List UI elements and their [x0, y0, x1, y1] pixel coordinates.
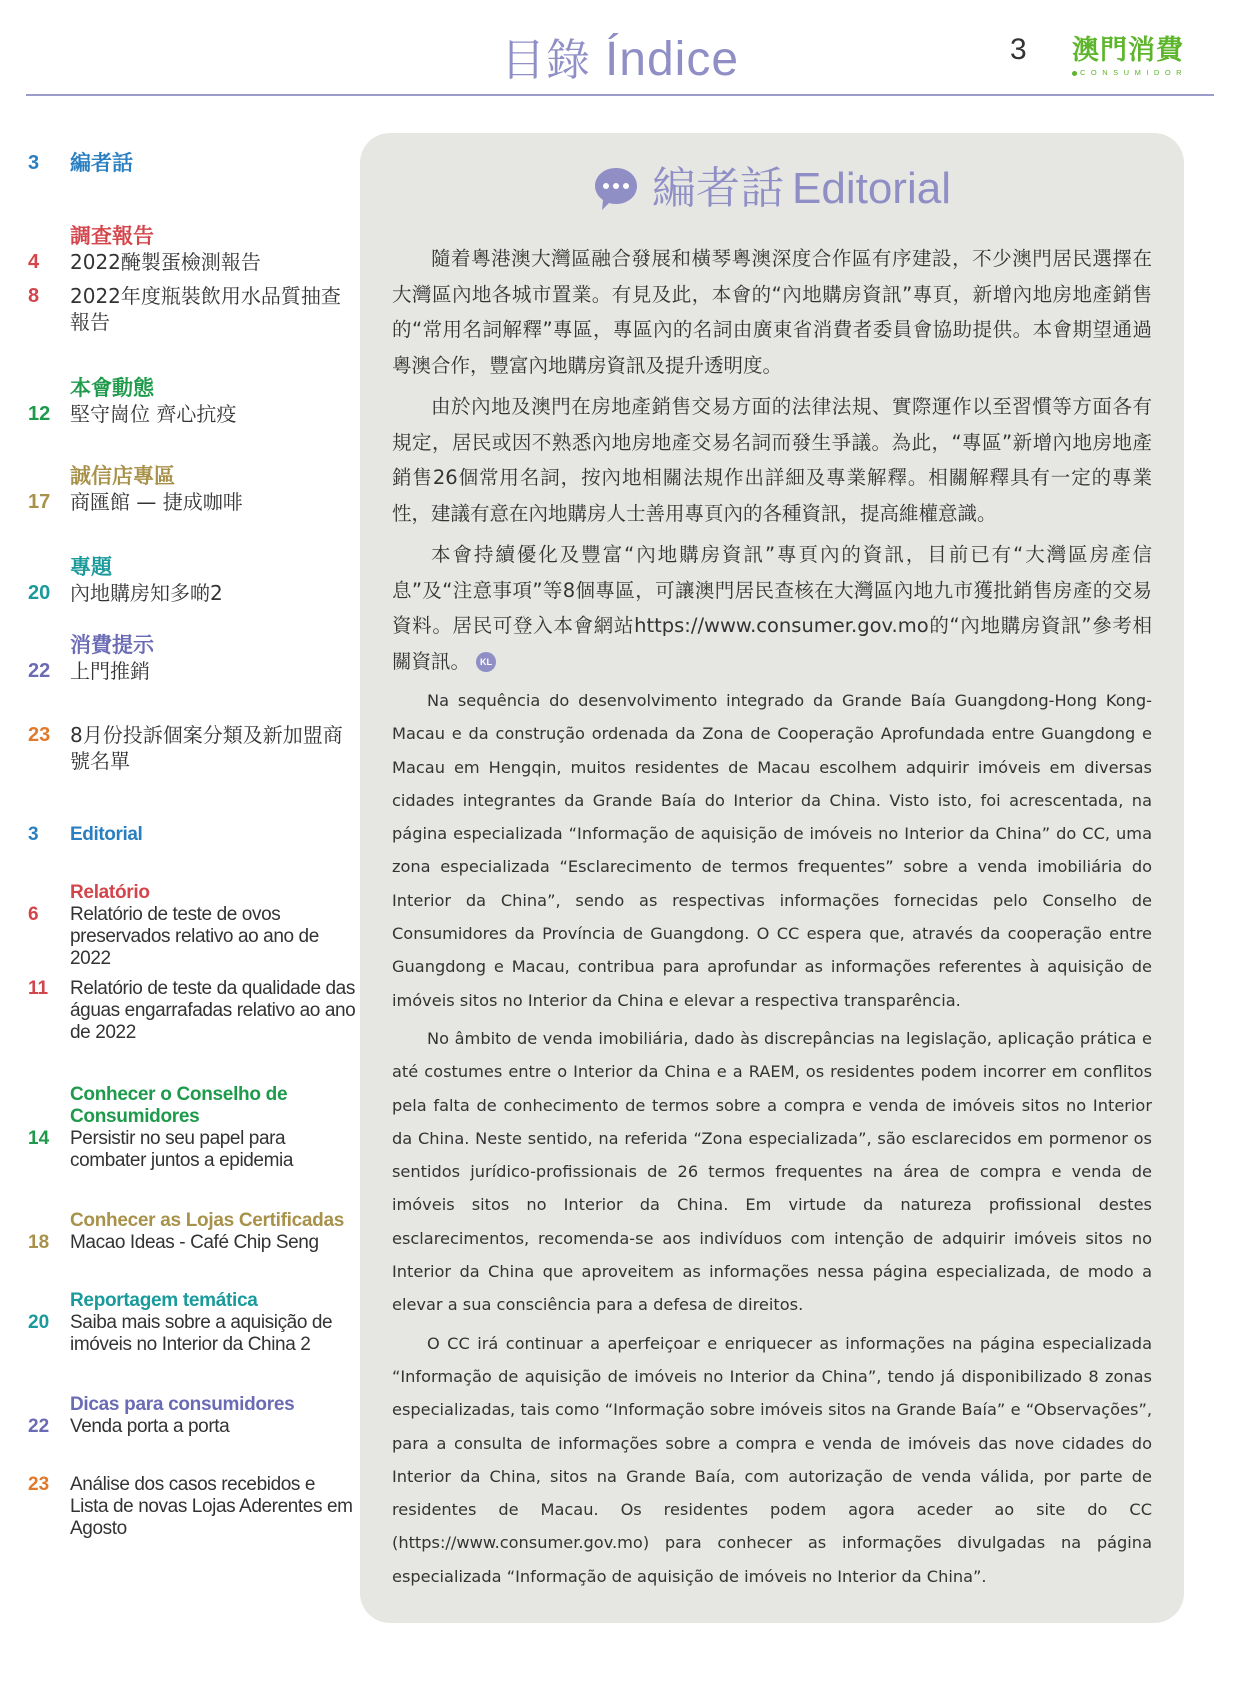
- toc-page-number: 22: [28, 660, 51, 682]
- editorial-paragraph: 由於內地及澳門在房地產銷售交易方面的法律法規、實際運作以至習慣等方面各有規定，居民或因不熟悉內地房地產交易名詞而發生爭議。為此，“專區”新增內地房地產銷售26個常用名詞，按內地相關法規作出詳細及專業解釋。相關解釋具有一定的專業性，建議有意在內地購房人士善用專頁內的各種資訊，提高維權意識。: [392, 395, 1152, 525]
- editorial-panel: [360, 133, 1184, 1623]
- toc-item-text: 堅守崗位 齊心抗疫: [70, 402, 237, 426]
- toc-entry[interactable]: [28, 376, 358, 427]
- editorial-paragraph: O CC irá continuar a aperfeiçoar e enriquecer as informações na página especializada “Informação de aquisição de imóveis no Interior da China”, tendo já disponibilizado 8 zonas especializadas, tais como “Informação sobre imóveis sitos na Grande Baía” e “Observações”, para a consulta de informações sobre a compra e venda de imóveis das nove cidades do Interior da China, sitos na Grande Baía, com autorização de venda válida, por parte de residentes de Macau. Os residentes podem agora aceder ao site do CC (https://www.consumer.gov.mo) para conhecer as informações divulgadas na página especializada “Informação de aquisição de imóveis no Interior da China”.: [392, 1333, 1152, 1586]
- toc-section-title: Editorial: [70, 824, 143, 845]
- speech-bubble-icon: [592, 165, 640, 213]
- toc-item-text: Persistir no seu papel para combater juntos a epidemia: [70, 1128, 294, 1171]
- editorial-heading: [592, 161, 951, 217]
- brand-dot-icon: [1072, 71, 1077, 76]
- toc-item-text: 2022醃製蛋檢測報告: [70, 250, 261, 274]
- toc-entry[interactable]: [28, 1084, 358, 1172]
- toc-page-number: 12: [28, 403, 51, 425]
- toc-page-number: 23: [28, 1474, 50, 1495]
- toc-entry[interactable]: [28, 633, 358, 684]
- editorial-body-cn: [392, 241, 1152, 685]
- toc-item-text: Saiba mais sobre a aquisição de imóveis no Interior da China 2: [70, 1312, 333, 1355]
- toc-entry[interactable]: [28, 882, 358, 1044]
- toc-entry[interactable]: [28, 722, 358, 774]
- toc-item-text: Macao Ideas - Café Chip Seng: [70, 1232, 319, 1253]
- toc-page-number: 20: [28, 1312, 50, 1333]
- toc-page-number: 14: [28, 1128, 50, 1149]
- toc-entry[interactable]: [28, 1394, 358, 1438]
- toc-item-text: Relatório de teste da qualidade das águas engarrafadas relativo ao ano de 2022: [70, 978, 356, 1043]
- toc-page-number: 4: [28, 251, 40, 273]
- editorial-paragraph: 隨着粵港澳大灣區融合發展和橫琴粵澳深度合作區有序建設，不少澳門居民選擇在大灣區內地各城市置業。有見及此，本會的“內地購房資訊”專頁，新增內地房地產銷售的“常用名詞解釋”專區，專區內的名詞由廣東省消費者委員會協助提供。本會期望通過粵澳合作，豐富內地購房資訊及提升透明度。: [392, 247, 1152, 377]
- title-cn: 目錄: [500, 35, 591, 86]
- toc-entry[interactable]: [28, 824, 358, 846]
- brand-name-en: CONSUMIDOR: [1072, 68, 1192, 77]
- page-title: [0, 30, 1240, 91]
- toc-page-number: 17: [28, 491, 51, 513]
- toc-section-title: 本會動態: [70, 376, 154, 400]
- page-number: 3: [1010, 33, 1027, 66]
- toc-section-title: 專題: [70, 555, 112, 579]
- toc-section-title: Reportagem temática: [70, 1290, 258, 1311]
- toc-item-text: Análise dos casos recebidos e Lista de novas Lojas Aderentes em Agosto: [70, 1474, 353, 1539]
- toc-entry[interactable]: [28, 1210, 358, 1254]
- toc-page-number: 22: [28, 1416, 50, 1437]
- toc-entry[interactable]: [28, 555, 358, 606]
- title-pt: Índice: [604, 33, 740, 86]
- editorial-title: 編者話 Editorial: [652, 163, 951, 214]
- toc-entry[interactable]: [28, 1290, 358, 1356]
- header-divider: [26, 94, 1214, 96]
- toc-item-text: 商匯館 — 捷成咖啡: [70, 490, 243, 514]
- toc-section-title: Dicas para consumidores: [70, 1394, 295, 1415]
- toc-section-title: Conhecer as Lojas Certificadas: [70, 1210, 344, 1231]
- brand-name-cn: 澳門消費: [1072, 35, 1184, 66]
- toc-entry[interactable]: [28, 224, 358, 335]
- editorial-paragraph: No âmbito de venda imobiliária, dado às discrepâncias na legislação, aplicação prática e até costumes entre o Interior da China e a RAEM, os residentes podem incorrer em conflitos pela falta de conhecimento de termos sobre a compra e venda de imóveis sitos no Interior da China. Neste sentido, na referida “Zona especializada”, são esclarecidos em pormenor os sentidos jurídico-profissionais de 26 termos frequentes na área de compra e venda de imóveis sitos no Interior da China. Em virtude da natureza profissional destes esclarecimentos, recomenda-se aos indivíduos com intenção de adquirir imóveis sitos no Interior da China que aproveitem as informações nessa página especializada, de modo a elevar a sua consciência para a defesa de direitos.: [392, 1028, 1152, 1315]
- toc-item-text: Relatório de teste de ovos preservados relativo ao ano de 2022: [70, 904, 319, 969]
- editorial-paragraph: Na sequência do desenvolvimento integrado da Grande Baía Guangdong-Hong Kong-Macau e da construção ordenada da Zona de Cooperação Aprofundada entre Guangdong e Macau em Hengqin, muitos residentes de Macau escolhem adquirir imóveis em diversas cidades integrantes da Grande Baía do Interior da China. Visto isto, foi acrescentada, na página especializada “Informação de aquisição de imóveis no Interior da China” do CC, uma zona especializada “Esclarecimento de termos frequentes” sobre a venda imobiliária do Interior da China”, sendo as respectivas informações fornecidas pelo Conselho de Consumidores da Província de Guangdong. O CC espera que, através da cooperação entre Guangdong e Macau, contribua para aprofundar as informações referentes à aquisição de imóveis sitos no Interior da China e elevar a respectiva transparência.: [392, 691, 1152, 1010]
- toc-item-text: 上門推銷: [70, 659, 150, 683]
- editorial-body-pt: [392, 684, 1152, 1598]
- toc-section-title: 編者話: [70, 151, 133, 175]
- toc-entry[interactable]: [28, 150, 358, 176]
- toc-section-title: 調查報告: [70, 224, 154, 248]
- toc-page-number: 20: [28, 582, 51, 604]
- toc-page-number: 6: [28, 904, 39, 925]
- toc-page-number: 18: [28, 1232, 50, 1253]
- toc-section-title: Relatório: [70, 882, 150, 903]
- toc-section-title: 誠信店專區: [70, 464, 175, 488]
- toc-item-text: 內地購房知多啲2: [70, 581, 223, 605]
- toc-item-text: 8月份投訴個案分類及新加盟商號名單: [70, 723, 343, 773]
- author-signature-badge: KL: [476, 652, 496, 672]
- toc-entry[interactable]: [28, 1474, 358, 1540]
- toc-page-number: 3: [28, 152, 40, 174]
- toc-page-number: 8: [28, 285, 40, 307]
- toc-section-title: 消費提示: [70, 633, 154, 657]
- toc-item-text: 2022年度瓶裝飲用水品質抽查報告: [70, 284, 341, 334]
- editorial-paragraph: 本會持續優化及豐富“內地購房資訊”專頁內的資訊，目前已有“大灣區房產信息”及“注意事項”等8個專區，可讓澳門居民查核在大灣區內地九市獲批銷售房產的交易資料。居民可登入本會網站https://www.consumer.gov.mo的“內地購房資訊”參考相關資訊。 KL: [392, 543, 1152, 673]
- brand-logo: [1072, 34, 1192, 77]
- toc-page-number: 3: [28, 824, 39, 845]
- toc-page-number: 23: [28, 724, 51, 746]
- toc-entry[interactable]: [28, 464, 358, 515]
- toc-item-text: Venda porta a porta: [70, 1416, 230, 1437]
- toc-page-number: 11: [28, 978, 49, 999]
- toc-section-title: Conhecer o Conselho de Consumidores: [70, 1084, 288, 1127]
